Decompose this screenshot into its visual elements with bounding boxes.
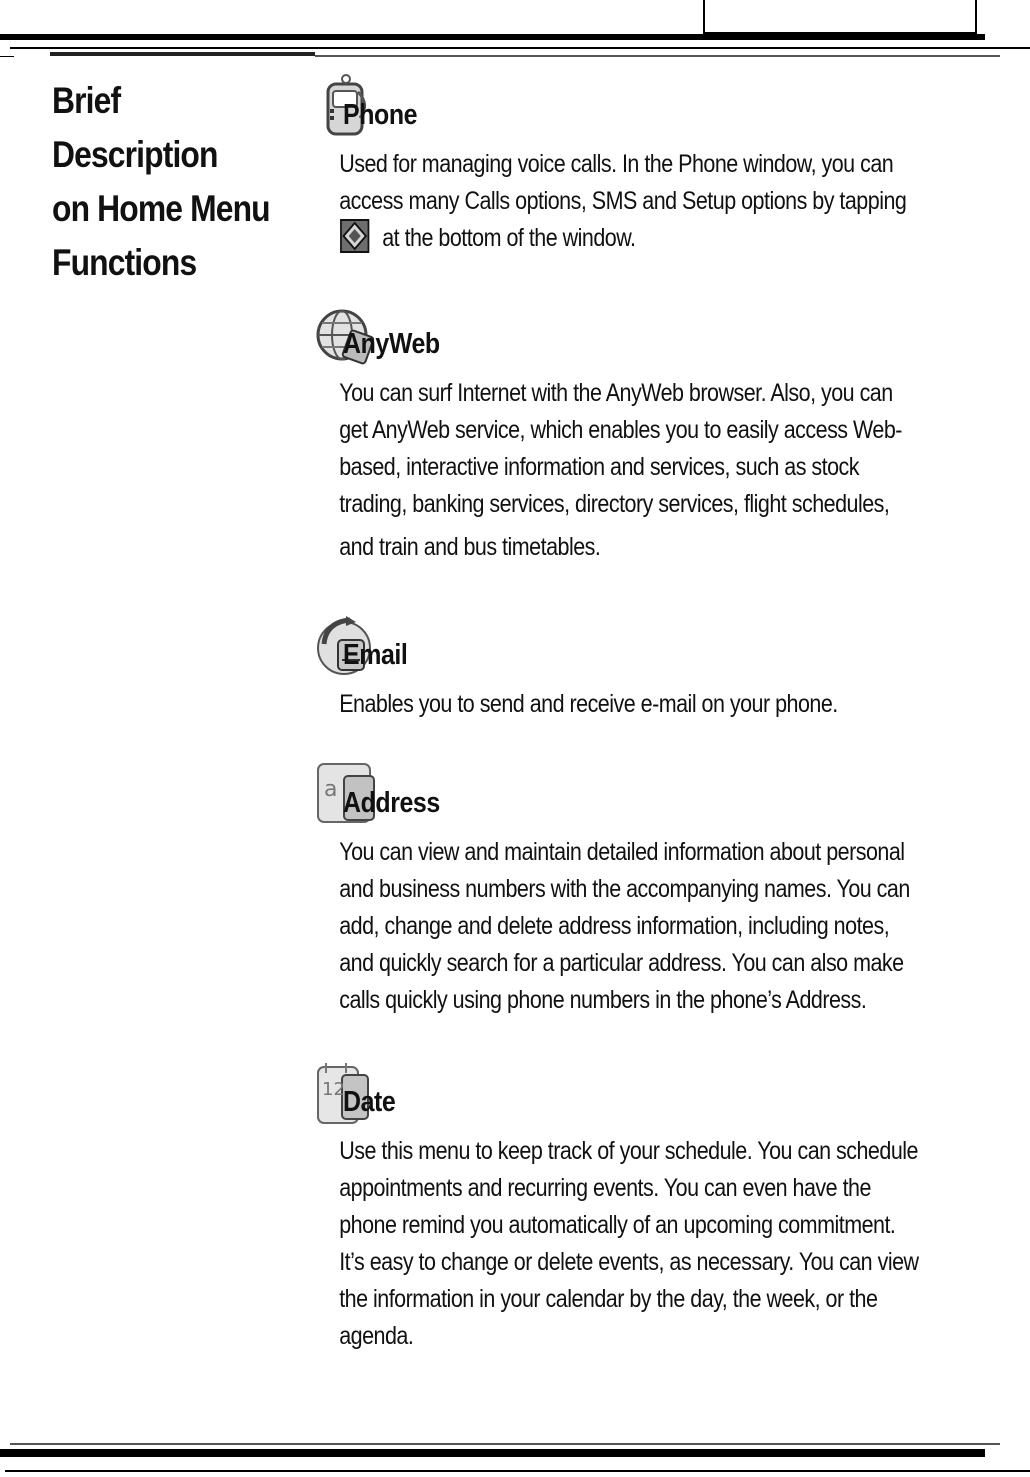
section-email <box>316 614 1016 723</box>
header-rule-sub <box>50 52 315 56</box>
section-phone-desc <box>316 146 993 257</box>
section-anyweb-line-2: get AnyWeb service, which enables you to easily access Web- <box>339 416 902 444</box>
section-phone-head <box>316 74 1016 146</box>
section-address-head <box>316 762 1016 834</box>
section-anyweb-line-4: trading, banking services, directory services, flight schedules, <box>339 490 890 518</box>
section-phone-heading: Phone <box>343 99 418 131</box>
section-phone-line-2: access many Calls options, SMS and Setup options by tapping <box>339 187 907 215</box>
section-address-line-2: and business numbers with the accompanying names. You can <box>339 875 910 903</box>
section-anyweb <box>316 303 1016 566</box>
section-address-heading: Address <box>343 787 440 819</box>
section-address <box>316 762 1016 1019</box>
header-page-box <box>703 0 977 34</box>
section-phone-line-3: at the bottom of the window. <box>382 224 636 252</box>
section-address-line-4: and quickly search for a particular address. You can also make <box>339 949 904 977</box>
side-title-line-1: Brief Description <box>52 80 218 175</box>
section-address-line-3: add, change and delete address information, including notes, <box>339 912 890 940</box>
section-anyweb-line-5: and train and bus timetables. <box>339 533 601 561</box>
section-date-line-1: Use this menu to keep track of your schedule. You can schedule <box>339 1137 918 1165</box>
side-title-line-2: on Home Menu <box>52 188 270 229</box>
menu-diamond-icon <box>339 218 370 254</box>
section-address-line-5: calls quickly using phone numbers in the phone’s Address. <box>339 986 867 1014</box>
calendar-icon-number: 12 <box>322 1079 345 1100</box>
section-phone-line-1: Used for managing voice calls. In the Phone window, you can <box>339 150 894 178</box>
header-rule-sub-right <box>315 55 1000 57</box>
section-anyweb-desc <box>316 375 993 566</box>
address-icon-letter: a <box>324 777 338 802</box>
section-date-line-2: appointments and recurring events. You can even have the <box>339 1174 871 1202</box>
footer-rule-thin-bottom <box>5 1470 1030 1472</box>
section-date-line-6: agenda. <box>339 1322 414 1350</box>
section-phone-line-3-wrap <box>339 220 993 257</box>
section-anyweb-head <box>316 303 1016 375</box>
section-email-heading: Email <box>343 639 408 671</box>
section-email-desc <box>316 686 993 723</box>
section-date-line-3: phone remind you automatically of an upcoming commitment. <box>339 1211 896 1239</box>
footer-rule-thick <box>0 1449 985 1457</box>
section-date-head <box>316 1061 1016 1133</box>
section-date-desc <box>316 1133 993 1355</box>
section-anyweb-line-1: You can surf Internet with the AnyWeb browser. Also, you can <box>339 379 893 407</box>
section-date-line-4: It’s easy to change or delete events, as necessary. You can view <box>339 1248 919 1276</box>
section-address-desc <box>316 834 993 1019</box>
section-anyweb-line-3: based, interactive information and services, such as stock <box>339 453 860 481</box>
footer-rule-thin-top <box>10 1443 1000 1445</box>
section-phone <box>316 74 1016 257</box>
section-anyweb-heading: AnyWeb <box>343 328 440 360</box>
header-rule-thick <box>0 34 985 40</box>
side-title-line-3: Functions <box>52 242 197 283</box>
section-email-line-1: Enables you to send and receive e-mail on your phone. <box>339 690 838 718</box>
section-date-line-5: the information in your calendar by the day, the week, or the <box>339 1285 878 1313</box>
header-rule-mark <box>0 56 14 57</box>
section-address-line-1: You can view and maintain detailed information about personal <box>339 838 905 866</box>
section-email-head <box>316 614 1016 686</box>
side-title <box>52 74 276 290</box>
section-date-heading: Date <box>343 1086 396 1118</box>
section-date <box>316 1061 1016 1355</box>
header-rule-thin <box>10 47 1030 49</box>
